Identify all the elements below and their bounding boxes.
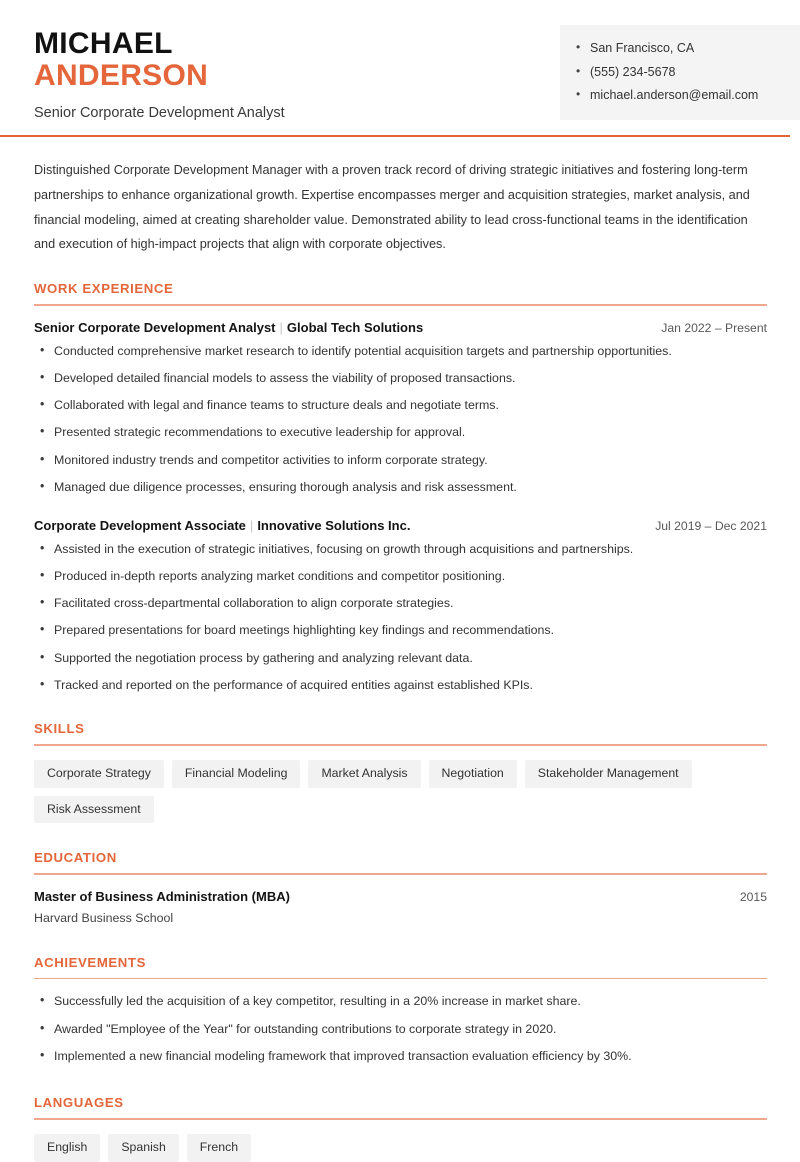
header-divider: [0, 135, 790, 137]
contact-box: [560, 25, 800, 120]
language-chip: Spanish: [108, 1134, 178, 1162]
education-school: Harvard Business School: [34, 910, 174, 925]
section-rule: [34, 744, 767, 746]
job-company: Global Tech Solutions: [286, 319, 424, 335]
resume-content: [0, 158, 800, 1162]
job-bullets: [34, 541, 767, 694]
bullet-item: • Managed due diligence processes, ensuring thorough analysis and risk assessment.: [34, 479, 767, 496]
job-dates: Jan 2022 – Present: [661, 320, 767, 335]
bullet-item: • Monitored industry trends and competitor activities to inform corporate strategy.: [34, 452, 767, 469]
job-role: Corporate Development Associate: [34, 517, 246, 533]
skill-chip: Risk Assessment: [34, 796, 154, 824]
last-name: ANDERSON: [34, 59, 209, 93]
section-education: [34, 850, 767, 925]
section-title-education: EDUCATION: [34, 850, 117, 866]
job-company: Innovative Solutions Inc.: [257, 517, 411, 533]
resume-header: [0, 0, 800, 136]
language-chip: English: [34, 1134, 100, 1162]
job-entry: [34, 518, 767, 694]
bullet-item: • Collaborated with legal and finance teams to structure deals and negotiate terms.: [34, 397, 767, 414]
skill-chip: Stakeholder Management: [525, 760, 692, 788]
job-title-line: [34, 320, 423, 335]
bullet-item: • Presented strategic recommendations to executive leadership for approval.: [34, 424, 767, 441]
bullet-item: • Awarded "Employee of the Year" for outstanding contributions to corporate strategy in 2020.: [34, 1021, 767, 1038]
achievement-list: [34, 993, 767, 1064]
job-bullets: [34, 343, 767, 496]
education-year: 2015: [739, 889, 767, 904]
education-degree: Master of Business Administration (MBA): [34, 888, 290, 904]
bullet-item: • Prepared presentations for board meetings highlighting key findings and recommendations.: [34, 622, 767, 639]
section-languages: [34, 1095, 767, 1161]
section-title-languages: LANGUAGES: [34, 1095, 124, 1111]
section-achievements: [34, 955, 767, 1065]
section-title-achievements: ACHIEVEMENTS: [34, 954, 146, 970]
skill-chip: Financial Modeling: [172, 760, 301, 788]
contact-phone[interactable]: • (555) 234-5678: [574, 61, 800, 85]
bullet-item: • Supported the negotiation process by gathering and analyzing relevant data.: [34, 650, 767, 667]
professional-summary: Distinguished Corporate Development Manager with a proven track record of driving strategic initiatives and fostering long-term partnerships to enhance organizational growth. Expertise encompasses merger and acquisition strategies, market analysis, and financial modeling, aimed at creating shareholder value. Demonstrated ability to lead cross-functional teams in the identification and execution of high-impact projects that align with corporate objectives.: [34, 163, 750, 252]
education-entry: [34, 889, 767, 925]
languages-chip-list: [34, 1134, 767, 1162]
section-title-work-experience: WORK EXPERIENCE: [34, 281, 174, 297]
skill-chip: Corporate Strategy: [34, 760, 164, 788]
skill-chip: Market Analysis: [308, 760, 420, 788]
bullet-item: • Developed detailed financial models to assess the viability of proposed transactions.: [34, 370, 767, 387]
contact-list: [574, 37, 800, 108]
job-title-line: [34, 518, 410, 533]
professional-headline: Senior Corporate Development Analyst: [34, 104, 285, 121]
section-skills: [34, 721, 767, 823]
skill-chip: Negotiation: [429, 760, 517, 788]
education-header: [34, 889, 767, 904]
job-header: [34, 518, 767, 533]
job-separator: |: [249, 517, 254, 533]
bullet-item: • Tracked and reported on the performance of acquired entities against established KPIs.: [34, 677, 767, 694]
language-chip: French: [187, 1134, 251, 1162]
bullet-item: • Conducted comprehensive market research to identify potential acquisition targets and partnership opportunities.: [34, 343, 767, 360]
bullet-item: • Produced in-depth reports analyzing market conditions and competitor positioning.: [34, 568, 767, 585]
job-role: Senior Corporate Development Analyst: [34, 319, 276, 335]
bullet-item: • Facilitated cross-departmental collaboration to align corporate strategies.: [34, 595, 767, 612]
contact-email[interactable]: • michael.anderson@email.com: [574, 84, 800, 108]
section-rule: [34, 304, 767, 306]
bullet-item: • Implemented a new financial modeling framework that improved transaction evaluation efficiency by 30%.: [34, 1048, 767, 1065]
first-name: MICHAEL: [34, 27, 173, 60]
header-identity: [0, 22, 285, 121]
bullet-item: • Successfully led the acquisition of a key competitor, resulting in a 20% increase in market share.: [34, 993, 767, 1010]
job-entry: [34, 320, 767, 496]
skills-chip-list: [34, 760, 767, 823]
contact-location: • San Francisco, CA: [574, 37, 800, 61]
section-title-skills: SKILLS: [34, 721, 85, 737]
job-header: [34, 320, 767, 335]
section-rule: [34, 1118, 767, 1120]
section-rule: [34, 978, 767, 980]
section-work-experience: [34, 281, 767, 693]
section-rule: [34, 873, 767, 875]
job-dates: Jul 2019 – Dec 2021: [655, 518, 767, 533]
bullet-item: • Assisted in the execution of strategic initiatives, focusing on growth through acquisitions and partnerships.: [34, 541, 767, 558]
job-separator: |: [279, 319, 283, 335]
